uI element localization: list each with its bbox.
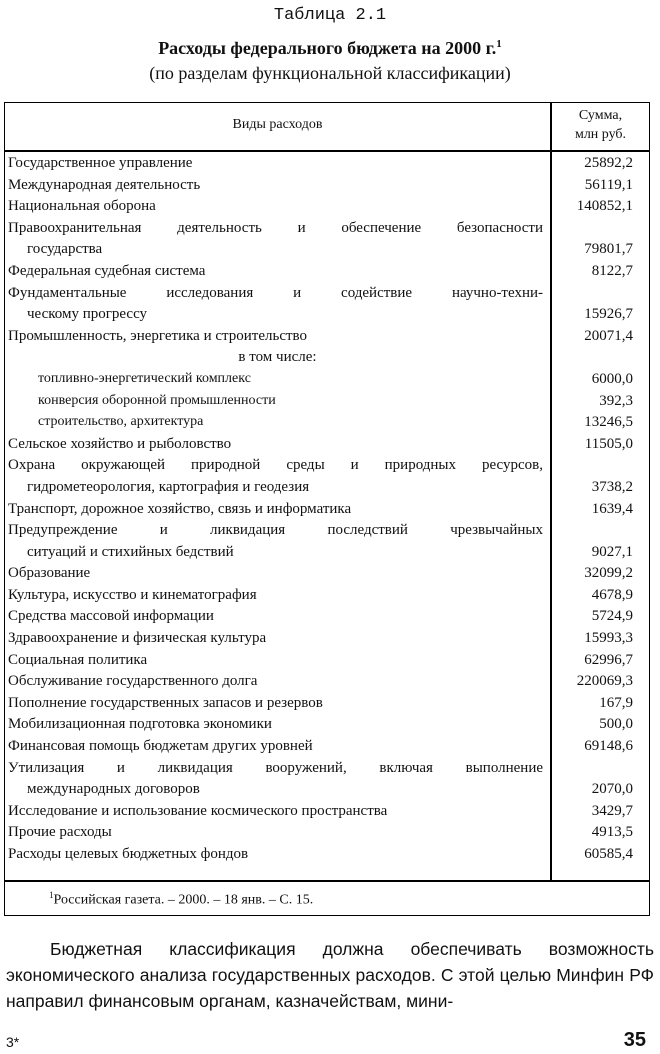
row-value: 167,9 xyxy=(599,694,633,711)
row-label: Фундаментальные исследования и содействие научно-техни- xyxy=(8,284,543,301)
table-row xyxy=(5,543,649,565)
column-header-amount-line1: Сумма, xyxy=(578,108,623,123)
row-value: 9027,1 xyxy=(591,543,633,560)
row-value: 6000,0 xyxy=(591,370,633,387)
row-value: 220069,3 xyxy=(576,673,633,690)
table-number-heading: Таблица 2.1 xyxy=(273,6,387,25)
table-row xyxy=(5,176,649,198)
row-label: Культура, искусство и кинематография xyxy=(8,586,257,603)
table-body xyxy=(5,154,649,867)
table-row xyxy=(5,823,649,845)
row-label: Образование xyxy=(8,565,91,582)
row-label: ситуаций и стихийных бедствий xyxy=(27,543,234,560)
table-row xyxy=(5,715,649,737)
page-number: 35 xyxy=(623,1029,646,1051)
row-value: 5724,9 xyxy=(591,608,633,625)
row-label: строительство, архитектура xyxy=(38,414,204,430)
table-row xyxy=(5,651,649,673)
table-row xyxy=(5,694,649,716)
table-row xyxy=(5,284,649,306)
table-row xyxy=(5,262,649,284)
row-label: топливно-энергетический комплекс xyxy=(38,370,251,386)
row-label: Национальная оборона xyxy=(8,198,156,215)
row-label: Мобилизационная подготовка экономики xyxy=(8,716,272,733)
row-value: 69148,6 xyxy=(584,738,633,755)
row-label: Пополнение государственных запасов и резервов xyxy=(8,694,323,711)
row-value: 79801,7 xyxy=(584,241,633,258)
row-label: Утилизация и ликвидация вооружений, включая выполнение xyxy=(8,759,543,776)
row-value: 62996,7 xyxy=(584,651,633,668)
title-footnote-mark: 1 xyxy=(496,38,502,50)
table-row xyxy=(5,435,649,457)
table-row xyxy=(5,219,649,241)
row-value: 60585,4 xyxy=(584,846,633,862)
column-header-amount xyxy=(552,106,649,144)
table-row xyxy=(5,672,649,694)
table-row xyxy=(5,478,649,500)
row-label: Исследование и использование космического пространства xyxy=(8,802,388,819)
row-label: Прочие расходы xyxy=(8,824,112,841)
row-value: 500,0 xyxy=(599,716,633,733)
row-label: Сельское хозяйство и рыболовство xyxy=(8,435,232,452)
table-row xyxy=(5,392,649,414)
table-row xyxy=(5,802,649,824)
row-label: Расходы целевых бюджетных фондов xyxy=(8,846,249,862)
table-row xyxy=(5,348,649,370)
table-row xyxy=(5,564,649,586)
row-label: Предупреждение и ликвидация последствий чрезвычайных xyxy=(8,522,543,539)
row-label: конверсия оборонной промышленности xyxy=(38,392,276,408)
table-row xyxy=(5,586,649,608)
row-value: 11505,0 xyxy=(584,435,633,452)
column-header-amount-line2: млн руб. xyxy=(574,127,627,142)
table-row xyxy=(5,500,649,522)
table-row xyxy=(5,629,649,651)
row-label: Федеральная судебная система xyxy=(8,262,206,279)
row-label: в том числе: xyxy=(238,349,317,366)
footnote-divider xyxy=(5,880,649,882)
table-row xyxy=(5,413,649,435)
table-title-text: Расходы федерального бюджета на 2000 г. xyxy=(158,38,497,58)
table-footnote xyxy=(49,890,313,909)
row-label: Правоохранительная деятельность и обеспечение безопасности xyxy=(8,219,543,236)
table-row xyxy=(5,737,649,759)
footnote-text: Российская газета. – 2000. – 18 янв. – С. 15. xyxy=(53,892,314,908)
row-label: Социальная политика xyxy=(8,651,148,668)
signature-marker: 3* xyxy=(6,1034,20,1050)
row-value: 3738,2 xyxy=(591,478,633,495)
row-label: гидрометеорология, картография и геодезия xyxy=(27,478,310,495)
row-label: Промышленность, энергетика и строительство xyxy=(8,327,308,344)
row-value: 25892,2 xyxy=(584,155,633,171)
row-value: 2070,0 xyxy=(591,781,633,798)
row-label: Государственное управление xyxy=(8,155,193,171)
row-label: Средства массовой информации xyxy=(8,608,214,625)
table-row xyxy=(5,305,649,327)
row-label: Международная деятельность xyxy=(8,176,201,193)
table-row xyxy=(5,197,649,219)
row-value: 13246,5 xyxy=(584,414,633,431)
row-value: 15926,7 xyxy=(584,306,633,323)
row-label: государства xyxy=(27,241,103,258)
table-row xyxy=(5,240,649,262)
row-label: Здравоохранение и физическая культура xyxy=(8,630,267,647)
table-title xyxy=(0,38,660,59)
column-header-expense-type: Виды расходов xyxy=(232,117,323,132)
row-value: 4678,9 xyxy=(591,586,633,603)
row-value: 3429,7 xyxy=(591,802,633,819)
table-row xyxy=(5,327,649,349)
row-label: Обслуживание государственного долга xyxy=(8,673,258,690)
row-value: 32099,2 xyxy=(584,565,633,582)
row-value: 140852,1 xyxy=(576,198,633,215)
table-row xyxy=(5,370,649,392)
row-label: Транспорт, дорожное хозяйство, связь и информатика xyxy=(8,500,352,517)
row-label: ческому прогрессу xyxy=(27,306,148,323)
row-value: 8122,7 xyxy=(591,262,633,279)
row-label: международных договоров xyxy=(27,781,200,798)
table-row xyxy=(5,759,649,781)
budget-table xyxy=(4,102,650,916)
table-row xyxy=(5,780,649,802)
row-value: 20071,4 xyxy=(584,327,633,344)
table-row xyxy=(5,456,649,478)
table-row xyxy=(5,521,649,543)
table-subtitle: (по разделам функциональной классификации) xyxy=(149,63,511,83)
row-value: 15993,3 xyxy=(584,630,633,647)
header-divider xyxy=(5,150,649,152)
row-value: 56119,1 xyxy=(584,176,633,193)
row-value: 1639,4 xyxy=(591,500,633,517)
table-row xyxy=(5,154,649,176)
table-row xyxy=(5,607,649,629)
row-label: Охрана окружающей природной среды и природных ресурсов, xyxy=(8,457,543,474)
row-value: 392,3 xyxy=(599,392,633,409)
table-row xyxy=(5,845,649,867)
footnote-mark: 1 xyxy=(49,890,54,900)
row-value: 4913,5 xyxy=(591,824,633,841)
body-paragraph: Бюджетная классификация должна обеспечивать возможность экономического анализа государственных расходов. С этой целью Минфин РФ направил финансовым органам, казначействам, мини- xyxy=(6,939,654,1011)
row-label: Финансовая помощь бюджетам других уровней xyxy=(8,738,313,755)
